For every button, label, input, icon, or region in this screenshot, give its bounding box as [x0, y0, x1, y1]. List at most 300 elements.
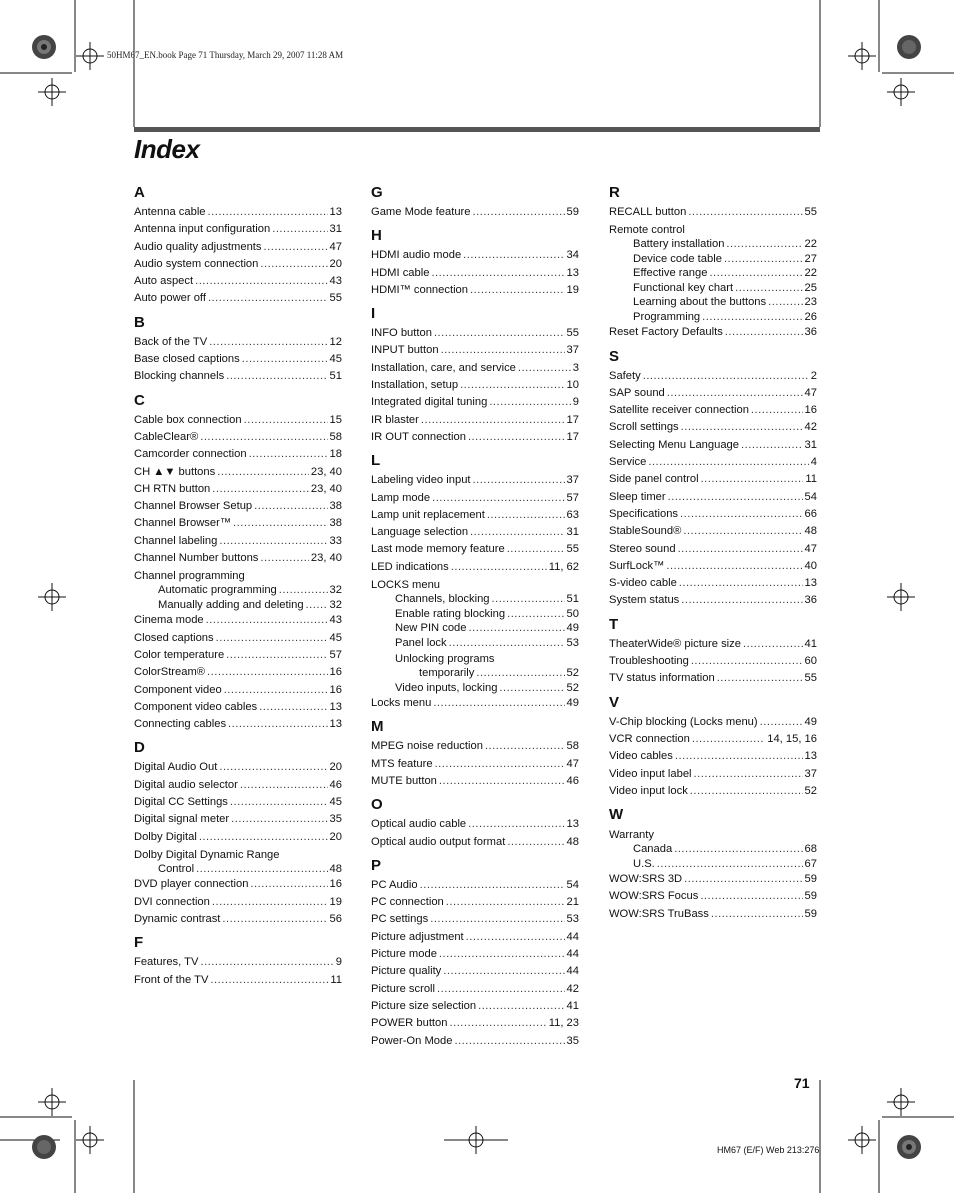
index-letter-heading: S	[609, 347, 620, 365]
dot-leader	[196, 862, 327, 877]
index-page-ref: 41	[804, 637, 817, 650]
index-term: Digital audio selector	[134, 778, 238, 791]
index-page-ref: 37	[804, 767, 817, 780]
dot-leader	[485, 738, 565, 755]
dot-leader	[230, 794, 328, 811]
index-entry	[609, 252, 817, 267]
dot-leader	[473, 472, 565, 489]
index-term: TV status information	[609, 672, 715, 685]
index-page-ref: 38	[329, 500, 342, 513]
index-term: IR blaster	[371, 413, 419, 426]
dot-leader	[260, 256, 327, 273]
index-letter-heading: C	[134, 391, 145, 409]
index-page-ref: 54	[804, 490, 817, 503]
dot-leader	[691, 653, 803, 670]
index-column-2	[371, 182, 579, 1050]
index-entry	[134, 239, 342, 256]
index-term: PC Audio	[371, 878, 418, 891]
dot-leader	[741, 437, 803, 454]
index-term: Optical audio output format	[371, 835, 506, 848]
index-term: Game Mode feature	[371, 206, 471, 218]
index-page-ref: 34	[566, 249, 579, 262]
dot-leader	[648, 454, 808, 471]
index-term: Auto power off	[134, 292, 206, 305]
dot-leader	[233, 515, 328, 532]
index-entry	[609, 558, 817, 575]
index-entry	[371, 592, 579, 607]
index-page-ref: 55	[329, 292, 342, 305]
index-term: Selecting Menu Language	[609, 438, 740, 451]
index-term: Channel Browser Setup	[134, 500, 253, 513]
dot-leader	[518, 360, 571, 377]
index-entry	[134, 647, 342, 664]
index-term: Sleep timer	[609, 490, 666, 503]
index-page-ref: 66	[804, 507, 817, 520]
index-term: Antenna input configuration	[134, 223, 271, 236]
index-term: Functional key chart	[633, 281, 734, 294]
index-entry	[134, 829, 342, 846]
dot-leader	[683, 523, 802, 540]
dot-leader	[259, 699, 327, 716]
index-page-ref: 57	[329, 648, 342, 661]
index-letter-heading: F	[134, 934, 144, 952]
dot-leader	[212, 481, 309, 498]
dot-leader	[306, 598, 328, 613]
dot-leader	[226, 647, 327, 664]
index-letter-heading: D	[134, 739, 145, 757]
index-term: CableClear®	[134, 430, 199, 443]
dot-leader	[724, 252, 803, 267]
index-page-ref: 13	[566, 266, 579, 279]
index-page-ref: 51	[566, 593, 579, 606]
index-entry	[134, 464, 342, 481]
index-entry	[609, 454, 817, 471]
index-page-ref: 11	[805, 473, 817, 486]
index-page-ref: 25	[804, 281, 817, 294]
index-page-ref: 27	[804, 252, 817, 265]
index-term: Camcorder connection	[134, 448, 247, 461]
index-page-ref: 63	[566, 508, 579, 521]
index-entry	[609, 402, 817, 419]
index-term: Digital signal meter	[134, 813, 230, 826]
dot-leader	[441, 342, 565, 359]
index-page-ref: 13	[566, 818, 579, 831]
index-term: Battery installation	[633, 238, 725, 251]
index-entry	[609, 281, 817, 296]
dot-leader	[272, 221, 327, 238]
dot-leader	[690, 783, 803, 800]
index-entry	[134, 351, 342, 368]
index-entry	[609, 266, 817, 281]
index-term: Locks menu	[371, 697, 432, 710]
index-entry	[134, 682, 342, 699]
index-page-ref: 41	[566, 999, 579, 1012]
index-entry	[609, 324, 817, 341]
index-page-ref: 54	[566, 878, 579, 891]
index-entry	[371, 541, 579, 558]
dot-leader	[260, 550, 309, 567]
index-term: PC connection	[371, 896, 444, 909]
index-term: HDMI™ connection	[371, 283, 468, 296]
index-entry	[134, 954, 342, 971]
index-letter-heading: I	[371, 305, 376, 323]
dot-leader	[751, 402, 803, 419]
index-term: Lamp mode	[371, 491, 431, 504]
dot-leader	[433, 695, 564, 712]
index-page-ref: 47	[566, 757, 579, 770]
index-entry	[371, 695, 579, 712]
dot-leader	[250, 876, 327, 893]
index-page-ref: 47	[804, 386, 817, 399]
index-term: Satellite receiver connection	[609, 404, 749, 417]
dot-leader	[439, 773, 565, 790]
index-entry	[371, 342, 579, 359]
index-page-ref: 11	[330, 973, 342, 986]
index-term: Stereo sound	[609, 542, 676, 555]
index-term: Features, TV	[134, 956, 199, 969]
index-entry	[371, 325, 579, 342]
index-group-heading: Remote control	[609, 224, 685, 237]
index-page-ref: 13	[804, 750, 817, 763]
index-entry	[609, 541, 817, 558]
index-entry	[609, 368, 817, 385]
index-page-ref: 44	[566, 930, 579, 943]
index-page-ref: 53	[566, 913, 579, 926]
dot-leader	[675, 748, 803, 765]
index-page-ref: 37	[566, 474, 579, 487]
index-page-ref: 50	[566, 607, 579, 620]
index-entry	[371, 911, 579, 928]
index-page-ref: 46	[566, 774, 579, 787]
index-term: Digital CC Settings	[134, 796, 228, 809]
index-entry	[134, 533, 342, 550]
index-page-ref: 22	[804, 267, 817, 280]
dot-leader	[684, 871, 802, 888]
index-page-ref: 15	[329, 413, 342, 426]
index-term: Control	[158, 862, 195, 875]
dot-leader	[743, 636, 803, 653]
index-term: Component video cables	[134, 700, 258, 713]
index-term: Programming	[633, 310, 701, 323]
index-page-ref: 31	[329, 223, 342, 236]
dot-leader	[470, 282, 565, 299]
index-entry	[134, 911, 342, 928]
dot-leader	[468, 429, 565, 446]
index-group-heading: LOCKS menu	[371, 579, 441, 592]
index-entry	[609, 906, 817, 923]
index-term: Cable box connection	[134, 413, 242, 426]
index-term: ColorStream®	[134, 666, 206, 679]
index-entry	[134, 412, 342, 429]
dot-leader	[681, 419, 803, 436]
dot-leader	[478, 998, 564, 1015]
index-term: TheaterWide® picture size	[609, 637, 741, 650]
index-page-ref: 35	[566, 1034, 579, 1047]
index-term: U.S.	[633, 857, 655, 870]
index-page-ref: 48	[329, 862, 342, 875]
index-page-ref: 52	[566, 681, 579, 694]
dot-leader	[231, 811, 327, 828]
index-term: Reset Factory Defaults	[609, 326, 723, 339]
dot-leader	[657, 857, 803, 872]
index-entry	[609, 871, 817, 888]
index-entry	[609, 592, 817, 609]
index-page-ref: 16	[329, 666, 342, 679]
dot-leader	[476, 666, 564, 681]
index-term: WOW:SRS 3D	[609, 873, 683, 886]
dot-leader	[217, 464, 309, 481]
index-entry	[134, 498, 342, 515]
index-term: WOW:SRS Focus	[609, 890, 699, 903]
index-term: System status	[609, 594, 680, 607]
index-entry	[371, 394, 579, 411]
index-term: Device code table	[633, 252, 722, 265]
index-page-ref: 22	[804, 238, 817, 251]
index-entry	[134, 204, 342, 221]
index-entry	[609, 385, 817, 402]
dot-leader	[688, 204, 802, 221]
index-page-ref: 40	[804, 559, 817, 572]
index-letter-heading: B	[134, 313, 145, 331]
index-entry	[609, 471, 817, 488]
dot-leader	[439, 946, 565, 963]
dot-leader	[666, 558, 802, 575]
dot-leader	[768, 295, 802, 310]
index-page-ref: 33	[329, 534, 342, 547]
index-entry	[609, 731, 817, 748]
index-page-ref: 55	[804, 672, 817, 685]
index-entry	[609, 419, 817, 436]
dot-leader	[469, 621, 565, 636]
index-entry	[609, 204, 817, 221]
index-entry	[134, 290, 342, 307]
index-term: Manually adding and deleting	[158, 598, 304, 611]
dot-leader	[451, 559, 547, 576]
index-page-ref: 49	[804, 715, 817, 728]
index-page-ref: 49	[566, 622, 579, 635]
index-page-ref: 35	[329, 813, 342, 826]
index-page-ref: 2	[810, 369, 817, 382]
dot-leader	[279, 583, 328, 598]
index-column-3	[609, 182, 817, 923]
index-entry	[609, 310, 817, 325]
index-entry	[609, 670, 817, 687]
index-entry	[134, 256, 342, 273]
footer-code: HM67 (E/F) Web 213:276	[717, 1145, 820, 1155]
dot-leader	[470, 524, 565, 541]
index-term: LED indications	[371, 560, 449, 573]
index-entry	[371, 666, 579, 681]
index-entry	[371, 559, 579, 576]
dot-leader	[668, 489, 803, 506]
dot-leader	[674, 842, 802, 857]
index-entry	[609, 575, 817, 592]
index-entry	[134, 446, 342, 463]
index-term: MTS feature	[371, 757, 433, 770]
index-page-ref: 58	[566, 740, 579, 753]
index-entry	[134, 368, 342, 385]
index-letter-heading: O	[371, 796, 383, 814]
index-entry	[371, 621, 579, 636]
dot-leader	[434, 325, 565, 342]
index-entry	[609, 783, 817, 800]
index-page-ref: 23	[804, 296, 817, 309]
index-entry	[609, 437, 817, 454]
dot-leader	[421, 412, 565, 429]
index-page-ref: 17	[566, 430, 579, 443]
index-page-ref: 10	[566, 379, 579, 392]
index-page-ref: 48	[566, 835, 579, 848]
index-page-ref: 3	[572, 361, 579, 374]
index-term: Picture scroll	[371, 982, 436, 995]
index-term: Panel lock	[395, 636, 447, 649]
index-term: Safety	[609, 369, 641, 382]
index-term: Channel Browser™	[134, 517, 232, 530]
index-term: MPEG noise reduction	[371, 740, 483, 753]
index-term: Blocking channels	[134, 370, 225, 383]
index-page-ref: 53	[566, 636, 579, 649]
page-number: 71	[794, 1075, 810, 1091]
index-entry	[134, 630, 342, 647]
index-term: IR OUT connection	[371, 430, 466, 443]
index-entry	[609, 523, 817, 540]
index-letter-heading: L	[371, 452, 381, 470]
index-term: Enable rating blocking	[395, 607, 506, 620]
index-entry	[134, 716, 342, 733]
index-term: Component video	[134, 683, 222, 696]
index-term: DVD player connection	[134, 878, 249, 891]
index-page-ref: 11, 62	[548, 560, 579, 573]
index-term: WOW:SRS TruBass	[609, 907, 709, 920]
index-term: Video cables	[609, 750, 673, 763]
index-entry	[371, 946, 579, 963]
dot-leader	[199, 829, 328, 846]
index-entry	[371, 773, 579, 790]
index-term: VCR connection	[609, 732, 690, 745]
index-entry	[371, 1033, 579, 1050]
index-page-ref: 43	[329, 614, 342, 627]
index-page-ref: 31	[804, 438, 817, 451]
index-page-ref: 47	[329, 240, 342, 253]
index-term: Last mode memory feature	[371, 543, 505, 556]
index-page-ref: 14, 15, 16	[767, 732, 817, 745]
page-title: Index	[134, 134, 200, 164]
index-entry	[134, 612, 342, 629]
index-page-ref: 20	[329, 257, 342, 270]
index-term: PC settings	[371, 913, 429, 926]
index-page-ref: 55	[804, 206, 817, 218]
dot-leader	[437, 981, 565, 998]
dot-leader	[449, 636, 565, 651]
index-page-ref: 23, 40	[310, 465, 342, 478]
index-entry	[609, 842, 817, 857]
index-letter-heading: G	[371, 184, 383, 201]
index-entry	[371, 681, 579, 696]
file-info-header: 50HM67_EN.book Page 71 Thursday, March 29, 2007 11:28 AM	[107, 50, 344, 60]
index-page-ref: 9	[572, 396, 579, 409]
index-entry	[371, 204, 579, 221]
index-term: Service	[609, 456, 647, 469]
index-entry	[371, 429, 579, 446]
index-entry	[609, 748, 817, 765]
index-entry	[609, 237, 817, 252]
index-entry	[134, 334, 342, 351]
index-entry	[134, 794, 342, 811]
index-term: Picture size selection	[371, 999, 477, 1012]
index-entry	[371, 1015, 579, 1032]
index-entry	[371, 816, 579, 833]
index-page-ref: 46	[329, 778, 342, 791]
dot-leader	[700, 888, 802, 905]
dot-leader	[702, 310, 802, 325]
index-term: Effective range	[633, 267, 708, 280]
index-page-ref: 68	[804, 843, 817, 856]
index-page-ref: 44	[566, 965, 579, 978]
dot-leader	[473, 204, 565, 221]
index-entry	[134, 429, 342, 446]
index-entry	[371, 756, 579, 773]
index-term: RECALL button	[609, 206, 687, 218]
index-group-heading: Warranty	[609, 829, 654, 842]
dot-leader	[432, 490, 564, 507]
index-term: CH ▲▼ buttons	[134, 465, 216, 478]
index-term: Language selection	[371, 526, 469, 539]
index-term: temporarily	[419, 667, 475, 680]
index-term: POWER button	[371, 1017, 448, 1030]
index-term: Closed captions	[134, 631, 214, 644]
index-entry	[134, 221, 342, 238]
index-letter-heading: W	[609, 806, 624, 824]
index-page-ref: 23, 40	[310, 482, 342, 495]
index-page-ref: 36	[804, 594, 817, 607]
dot-leader	[212, 894, 328, 911]
index-term: Lamp unit replacement	[371, 508, 485, 521]
index-term: S-video cable	[609, 577, 677, 590]
dot-leader	[226, 368, 327, 385]
index-entry	[134, 862, 342, 877]
dot-leader	[430, 911, 564, 928]
index-entry	[134, 515, 342, 532]
index-entry	[609, 857, 817, 872]
index-term: Audio quality adjustments	[134, 240, 262, 253]
index-term: Video input label	[609, 767, 692, 780]
dot-leader	[254, 498, 327, 515]
index-page-ref: 51	[329, 370, 342, 383]
index-letter-heading: V	[609, 693, 620, 711]
index-term: Channel labeling	[134, 534, 218, 547]
dot-leader	[680, 506, 803, 523]
dot-leader	[725, 324, 803, 341]
index-entry	[134, 481, 342, 498]
index-page-ref: 59	[804, 907, 817, 920]
index-entry	[134, 664, 342, 681]
index-entry	[609, 888, 817, 905]
index-term: Optical audio cable	[371, 818, 467, 831]
index-page-ref: 44	[566, 948, 579, 961]
index-term: Installation, setup	[371, 379, 459, 392]
index-page-ref: 9	[335, 956, 342, 969]
dot-leader	[460, 377, 564, 394]
index-term: Picture mode	[371, 948, 437, 961]
index-page-ref: 20	[329, 761, 342, 774]
index-page-ref: 59	[804, 873, 817, 886]
index-page-ref: 59	[804, 890, 817, 903]
dot-leader	[507, 607, 564, 622]
index-page-ref: 57	[566, 491, 579, 504]
index-term: Installation, care, and service	[371, 361, 516, 374]
index-entry	[371, 894, 579, 911]
dot-leader	[499, 681, 564, 696]
